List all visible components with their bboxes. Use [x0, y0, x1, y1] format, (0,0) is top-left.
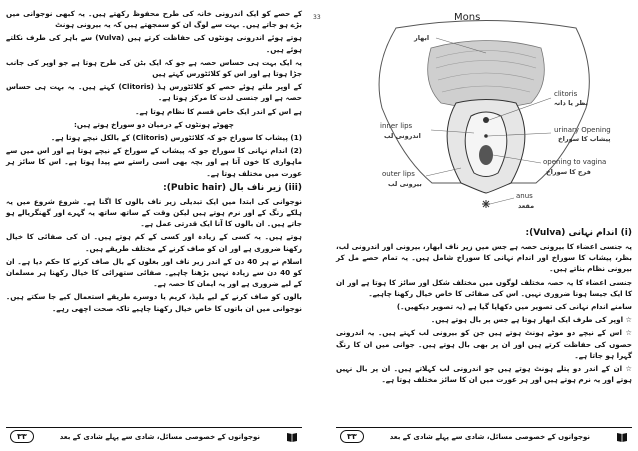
paragraph: ہوتے ہیں۔ یہ کسی کے زیادہ اور کسی کے کم ہوتے ہیں۔ ان کی صفائی کا خیال رکھنا ضروری ہے اور ان کو صاف کرنے کے مختلف طریقے ہیں۔ [6, 232, 302, 253]
inner-lips-urdu-label: اندرونی لب [384, 132, 421, 140]
left-footer [6, 427, 302, 445]
page-number: 33 [313, 14, 321, 21]
list-item: ☆ ان کے اندر دو پتلے ہونٹ ہوتے ہیں جو اندرونی لب کہلاتے ہیں۔ ان پر بال نہیں ہوتے اور یہ نرم ہوتے ہیں اور ہر عورت میں ان کا سائز مختلف ہوتا ہے۔ [336, 364, 632, 385]
paragraph: کے حصے کو ایک اندرونی خانہ کی طرح محفوظ رکھتے ہیں۔ یہ کبھی نوجوانی میں بڑے ہو جاتے ہیں۔ بہت سے لوگ ان کو سمجھتے ہیں کہ یہ بیرونی ہونٹ [6, 9, 302, 30]
paragraph: جنسی اعضاء کا یہ حصہ مختلف لوگوں میں مختلف شکل اور سائز کا ہوتا ہے اور ان کا ایک جیسا ہونا ضروری نہیں۔ اس کی صفائی کا خاص خیال رکھنا چاہیے۔ [336, 277, 632, 298]
section-heading-vulva: (i) اندام نہانی (Vulva): [525, 228, 632, 238]
left-text-block [6, 8, 302, 179]
anatomy-figure [336, 8, 632, 224]
mons-urdu-label: ابھار [414, 34, 430, 42]
anus-label: anus [516, 192, 533, 200]
anus-urdu-label: مقعد [518, 202, 535, 210]
book-icon [286, 432, 298, 442]
anatomy-diagram [336, 8, 632, 224]
footer-page-number: ۳۳ [340, 430, 364, 443]
paragraph: ہوتے ہوئے اندرونی ہونٹوں کی حفاظت کرتے ہیں (Vulva) سے باہر کی طرف نکلتے ہوئے ہیں۔ [6, 33, 303, 54]
paragraph: اسلام نے ہر 40 دن کے اندر زیر ناف اور بغلوں کے بال صاف کرنے کا حکم دیا ہے۔ ان کو 40 دن سے زیادہ نہیں بڑھنا چاہیے۔ صفائی ستھرائی کا خیال رکھنا ہر مسلمان کے لیے ضروری ہے اور یہ ایمان کا حصہ ہے۔ [6, 256, 302, 289]
footer-page-number: ۳۳ [10, 430, 34, 443]
clitoris-urdu-label: بظر یا دانہ [554, 99, 589, 107]
paragraph: یہ جنسی اعضاء کا بیرونی حصہ ہے جس میں زیر ناف ابھار، بیرونی اور اندرونی لب، بظر، پیشاب کا سوراخ اور اندام نہانی کا سوراخ شامل ہیں۔ یہ تمام حصے مل کر بیرونی نظام بناتے ہیں۔ [336, 242, 632, 274]
right-page [336, 8, 632, 445]
urinary-opening-label: urinary Opening [554, 126, 611, 134]
clitoris-label: clitoris [554, 90, 578, 98]
left-section-text [6, 196, 302, 314]
inner-lips-label: inner lips [380, 122, 413, 130]
paragraph: کے اوپر ملتے ہوئے حصے کو کلائٹورس ہڈ (Clitoris) کہتے ہیں۔ یہ بہت ہی حساس حصہ ہے اور جنسی لذت کا مرکز ہوتا ہے۔ [6, 82, 303, 103]
footer-title: نوجوانوں کے خصوصی مسائل، شادی سے پہلے شادی کے بعد [59, 432, 261, 441]
subheading: چھوٹے ہونٹوں کے درمیان دو سوراخ ہوتے ہیں: [74, 119, 234, 129]
right-footer [336, 427, 632, 445]
left-page [6, 8, 302, 445]
right-text-block [336, 241, 632, 385]
paragraph: بالوں کو صاف کرنے کے لیے بلیڈ، کریم یا دوسرے طریقے استعمال کیے جا سکتے ہیں۔ نوجوانی میں ان باتوں کا خاص خیال رکھنا چاہیے تاکہ صحت اچھی رہے۔ [6, 292, 302, 313]
opening-to-vagina-label: opening to vagina [543, 158, 607, 166]
paragraph: یہ ایک بہت ہی حساس حصہ ہے جو کہ ایک بٹن کی طرح ہوتا ہے جو اوپر کی جانب جڑا ہوتا ہے اور اس کو کلائٹورس کہتے ہیں [6, 57, 302, 79]
paragraph: ہے اس کے اندر ایک خاص قسم کا نظام ہوتا ہے۔ [135, 106, 302, 116]
footer-title: نوجوانوں کے خصوصی مسائل، شادی سے پہلے شادی کے بعد [389, 432, 591, 441]
list-item: (1) پیشاب کا سوراخ جو کہ کلائٹورس (Clitoris) کے بالکل نیچے ہوتا ہے۔ [51, 133, 302, 143]
section-heading-pubic-hair: (iii) زیر ناف بال (Pubic hair): [163, 182, 302, 193]
paragraph: نوجوانی کی ابتدا میں ایک تبدیلی زیر ناف بالوں کا اگنا ہے۔ شروع شروع میں یہ ہلکے رنگ کے اور نرم ہوتے ہیں لیکن وقت کے ساتھ ساتھ یہ گہرے اور گھنگریالے ہو جاتے ہیں۔ ان بالوں کا آنا ایک قدرتی عمل ہے۔ [6, 196, 302, 229]
urinary-urdu-label: پیشاب کا سوراخ [558, 135, 611, 143]
vagina-urdu-label: فرج کا سوراخ [546, 168, 591, 176]
list-item: ☆ اس کے نیچے دو موٹے ہونٹ ہوتے ہیں جن کو بیرونی لب کہتے ہیں۔ یہ اندرونی حصوں کی حفاظت کرتے ہیں اور ان پر بھی بال ہوتے ہیں۔ جوانی میں ان کا رنگ گہرا ہو جاتا ہے۔ [336, 328, 632, 360]
mons-label: Mons [454, 12, 481, 23]
outer-lips-label: outer lips [382, 170, 415, 178]
list-item: ☆ اوپر کی طرف ایک ابھار ہوتا ہے جس پر بال ہوتے ہیں۔ [430, 315, 632, 325]
outer-lips-urdu-label: بیرونی لب [388, 180, 422, 188]
list-item: (2) اندام نہانی کا سوراخ جو کہ پیشاب کے سوراخ کے نیچے ہوتا ہے اور اس میں سے ماہواری کا خون آتا ہے اور بچہ بھی اسی راستے سے پیدا ہوتا ہے۔ اس کا سائز ہر عورت میں مختلف ہوتا ہے۔ [6, 146, 302, 178]
paragraph: سامنے اندام نہانی کی تصویر میں دکھایا گیا ہے (یہ تصویر دیکھیں۔) [396, 302, 632, 312]
book-icon [616, 432, 628, 442]
